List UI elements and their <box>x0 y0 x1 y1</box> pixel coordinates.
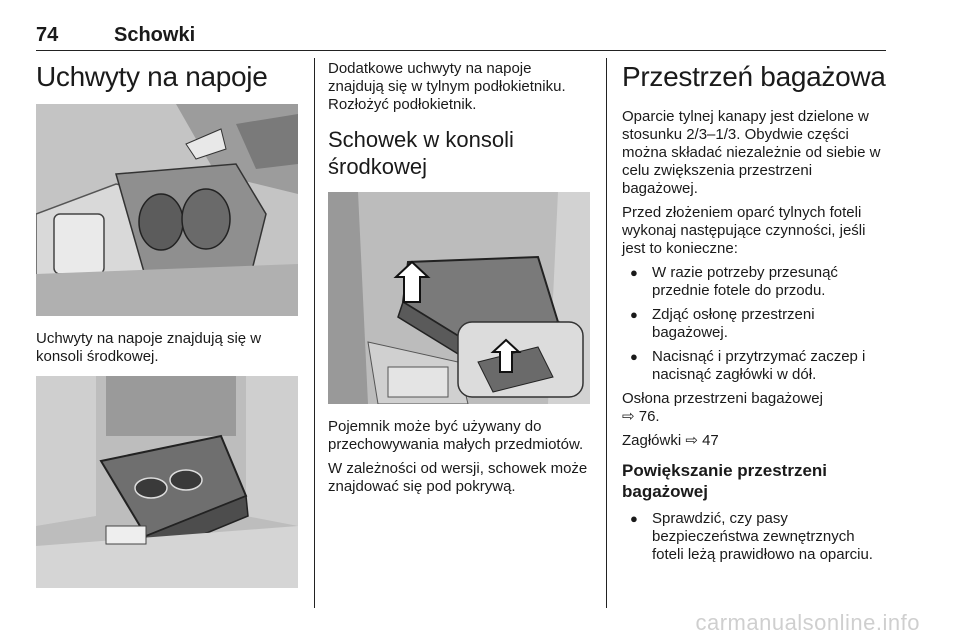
preparation-list <box>622 264 888 384</box>
column-divider <box>606 58 607 608</box>
heading-extending-luggage: Powiększanie przestrzeni bagażowej <box>622 461 828 501</box>
heading-luggage-space: Przestrzeń bagażowa <box>622 61 886 92</box>
column-2 <box>328 60 590 502</box>
column-divider <box>314 58 315 608</box>
column-3 <box>622 60 888 570</box>
center-console-storage-photo <box>328 192 590 404</box>
load-cover-reference: Osłona przestrzeni bagażowej ⇨ 76. <box>622 390 823 425</box>
storage-usage-text: Pojemnik może być używany do przechowywania małych przedmiotów. <box>328 418 584 453</box>
list-item: ● Zdjąć osłonę przestrzeni bagażowej. <box>622 306 888 342</box>
heading-cupholders: Uchwyty na napoje <box>36 61 268 92</box>
cupholder-console-photo <box>36 104 298 316</box>
head-restraints-reference: Zagłówki ⇨ 47 <box>622 432 719 449</box>
column-1 <box>36 60 298 588</box>
cupholder-caption: Uchwyty na napoje znajdują się w konsoli środkowej. <box>36 330 262 365</box>
list-item: ● W razie potrzeby przesunąć przednie fotele do przodu. <box>622 264 888 300</box>
watermark: carmanualsonline.info <box>695 610 920 635</box>
extension-list <box>622 510 888 564</box>
page-header <box>36 24 886 51</box>
rear-armrest-cupholder-photo <box>36 376 298 588</box>
heading-center-console: Schowek w konsoli środkowej <box>328 127 514 179</box>
rear-seat-split-text: Oparcie tylnej kanapy jest dzielone w stosunku 2/3–1/3. Obydwie części można składać niezależnie od siebie w celu zwiększenia przestrzeni bagażowej. <box>622 108 881 197</box>
rear-armrest-text: Dodatkowe uchwyty na napoje znajdują się w tylnym podłokietniku. Rozłożyć podłokietnik. <box>328 60 566 113</box>
section-title: Schowki <box>114 24 196 46</box>
before-folding-text: Przed złożeniem oparć tylnych foteli wykonaj następujące czynności, jeśli jest to konieczne: <box>622 204 866 257</box>
list-item: ● Sprawdzić, czy pasy bezpieczeństwa zewnętrznych foteli leżą prawidłowo na oparciu. <box>622 510 888 564</box>
list-item: ● Nacisnąć i przytrzymać zaczep i nacisnąć zagłówki w dół. <box>622 348 888 384</box>
storage-cover-text: W zależności od wersji, schowek może znajdować się pod pokrywą. <box>328 460 588 495</box>
page-number: 74 <box>36 24 59 46</box>
